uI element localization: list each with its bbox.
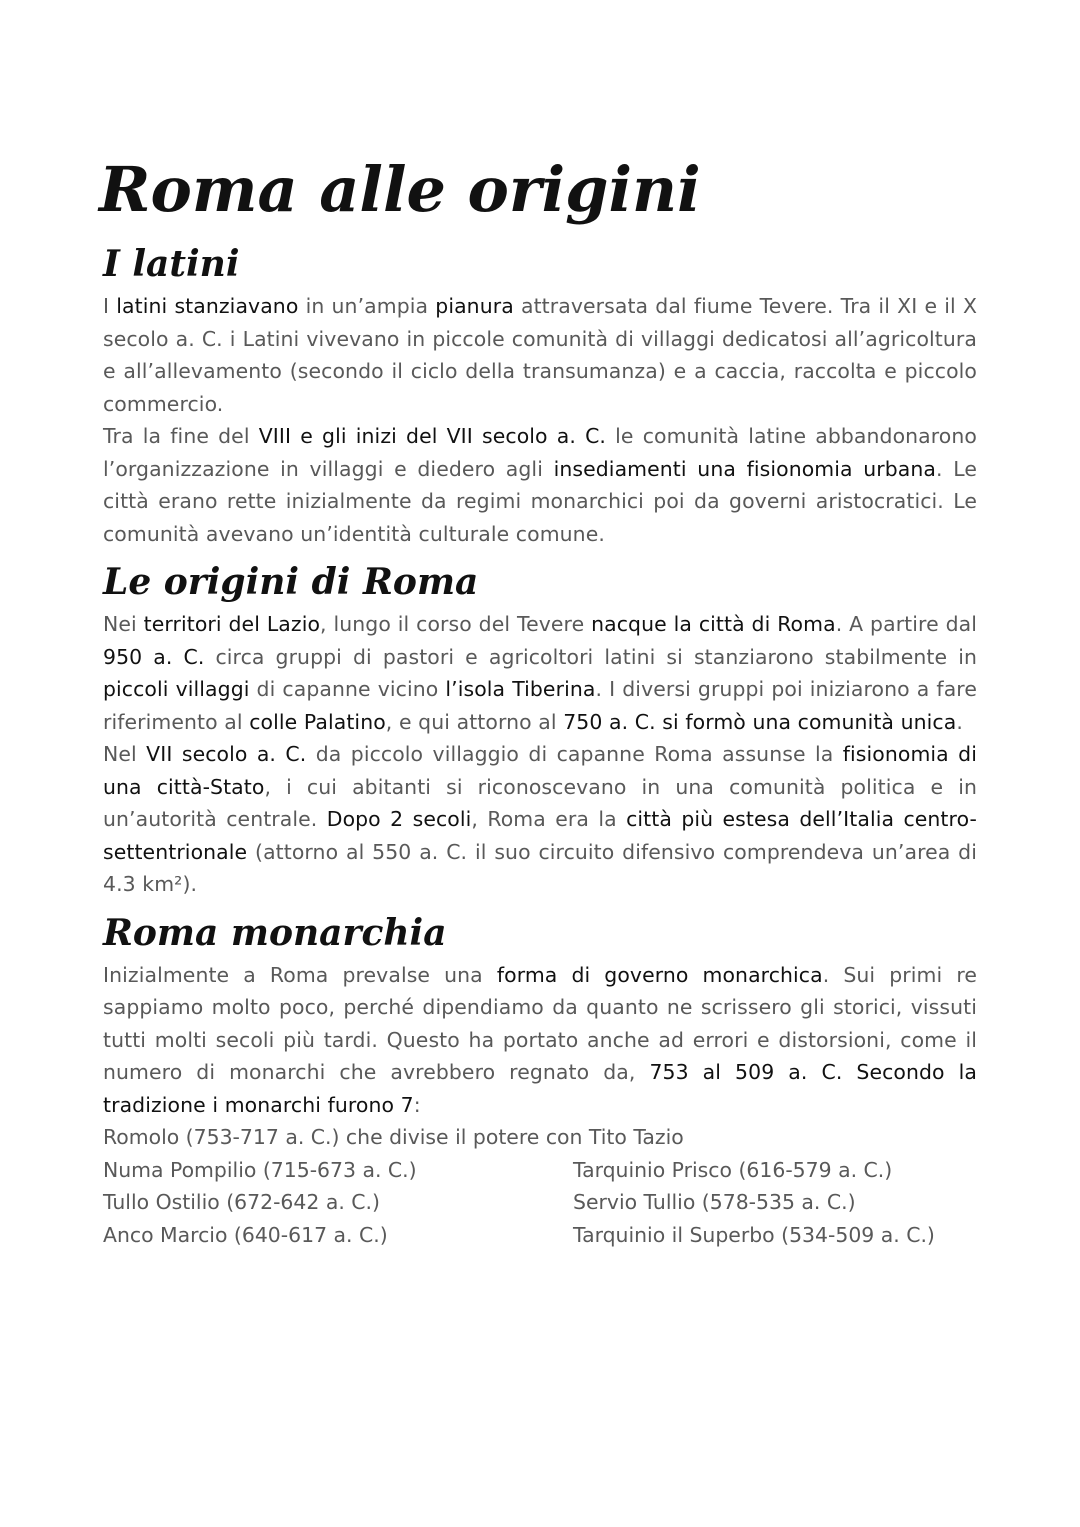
king-entry: Tarquinio Prisco (616-579 a. C.) [573,1157,893,1182]
list-item [103,1154,977,1187]
king-entry: Tarquinio il Superbo (534-509 a. C.) [573,1222,935,1247]
list-item [103,1219,977,1252]
highlight-text: pianura [435,294,514,318]
paragraph: I latini stanziavano in un’ampia pianura attraversata dal fiume Tevere. Tra il XI e il X secolo a. C. i Latini vivevano in piccole comunità di villaggi dedicatosi all’agricoltura e all’allevamento (secondo il ciclo della transumanza) e a caccia, raccolta e piccolo commercio. [103,294,978,416]
king-entry: Tullo Ostilio (672-642 a. C.) [103,1190,380,1214]
king-entry: Servio Tullio (578-535 a. C.) [573,1190,856,1214]
highlight-text: colle Palatino [249,709,386,734]
highlight-text: 753 al 509 a. C. Secondo la tradizione i monarchi furono 7 [103,1060,977,1117]
page-title: Roma alle origini [99,153,701,226]
section-origini-roma [103,558,977,901]
list-item [103,1186,977,1219]
section-heading: I latini [103,243,240,285]
king-entry: Anco Marcio (640-617 a. C.) [103,1222,388,1247]
section-roma-monarchia [103,909,977,1252]
section-latini [103,240,977,550]
paragraph: Inizialmente a Roma prevalse una forma di governo monarchica. Sui primi re sappiamo molto poco, perché dipendiamo da quanto ne scrissero gli storici, vissuti tutti molti secoli più tardi. Questo ha portato anche ad errori e distorsioni, come il numero di monarchi che avrebbero regnato da, 753 al 509 a. C. Secondo la tradizione i monarchi furono 7: [103,962,978,1117]
highlight-text: l’isola Tiberina [445,677,596,701]
paragraph: Nel VII secolo a. C. da piccolo villaggio di capanne Roma assunse la fisionomia di una città-Stato, i cui abitanti si riconoscevano in una comunità politica e in un’autorità centrale. Dopo 2 secoli, Roma era la città più estesa dell’Italia centro-settentrionale (attorno al 550 a. C. il suo circuito difensivo comprendeva un’area di 4.3 km²). [103,742,977,896]
highlight-text: latini stanziavano [116,294,299,318]
highlight-text: insediamenti una fisionomia urbana [553,456,937,481]
first-king: Romolo (753-717 a. C.) che divise il potere con Tito Tazio [103,1125,684,1149]
paragraph: Tra la fine del VIII e gli inizi del VII secolo a. C. le comunità latine abbandonarono l’organizzazione in villaggi e diedero agli insediamenti una fisionomia urbana. Le città erano rette inizialmente da regimi monarchici poi da governi aristocratici. Le comunità avevano un’identità culturale comune. [103,424,978,546]
monarchs-list [103,1121,977,1251]
highlight-text: nacque la città di Roma [591,612,836,636]
highlight-text: 950 a. C. [103,644,205,669]
paragraph: Nei territori del Lazio, lungo il corso del Tevere nacque la città di Roma. A partire dal 950 a. C. circa gruppi di pastori e agricoltori latini si stanziarono stabilmente in piccoli villaggi di capanne vicino l’isola Tiberina. I diversi gruppi poi iniziarono a fare riferimento al colle Palatino, e qui attorno al 750 a. C. si formò una comunità unica. [103,612,977,734]
section-heading: Le origini di Roma [103,561,479,603]
highlight-text: 750 a. C. si formò una comunità unica [563,709,957,734]
section-heading: Roma monarchia [103,911,447,954]
highlight-text: territori del Lazio [143,612,321,636]
highlight-text: VIII e gli inizi del VII secolo a. C. [258,424,607,448]
highlight-text: VII secolo a. C. [146,742,307,766]
highlight-text: piccoli villaggi [103,677,250,701]
king-entry: Numa Pompilio (715-673 a. C.) [103,1157,417,1182]
document-page [99,150,978,1259]
highlight-text: forma di governo monarchica [496,962,823,987]
highlight-text: città più estesa dell’Italia centro-settentrionale [103,807,977,864]
highlight-text: Dopo 2 secoli [326,807,472,831]
highlight-text: fisionomia di una città-Stato [103,742,977,799]
